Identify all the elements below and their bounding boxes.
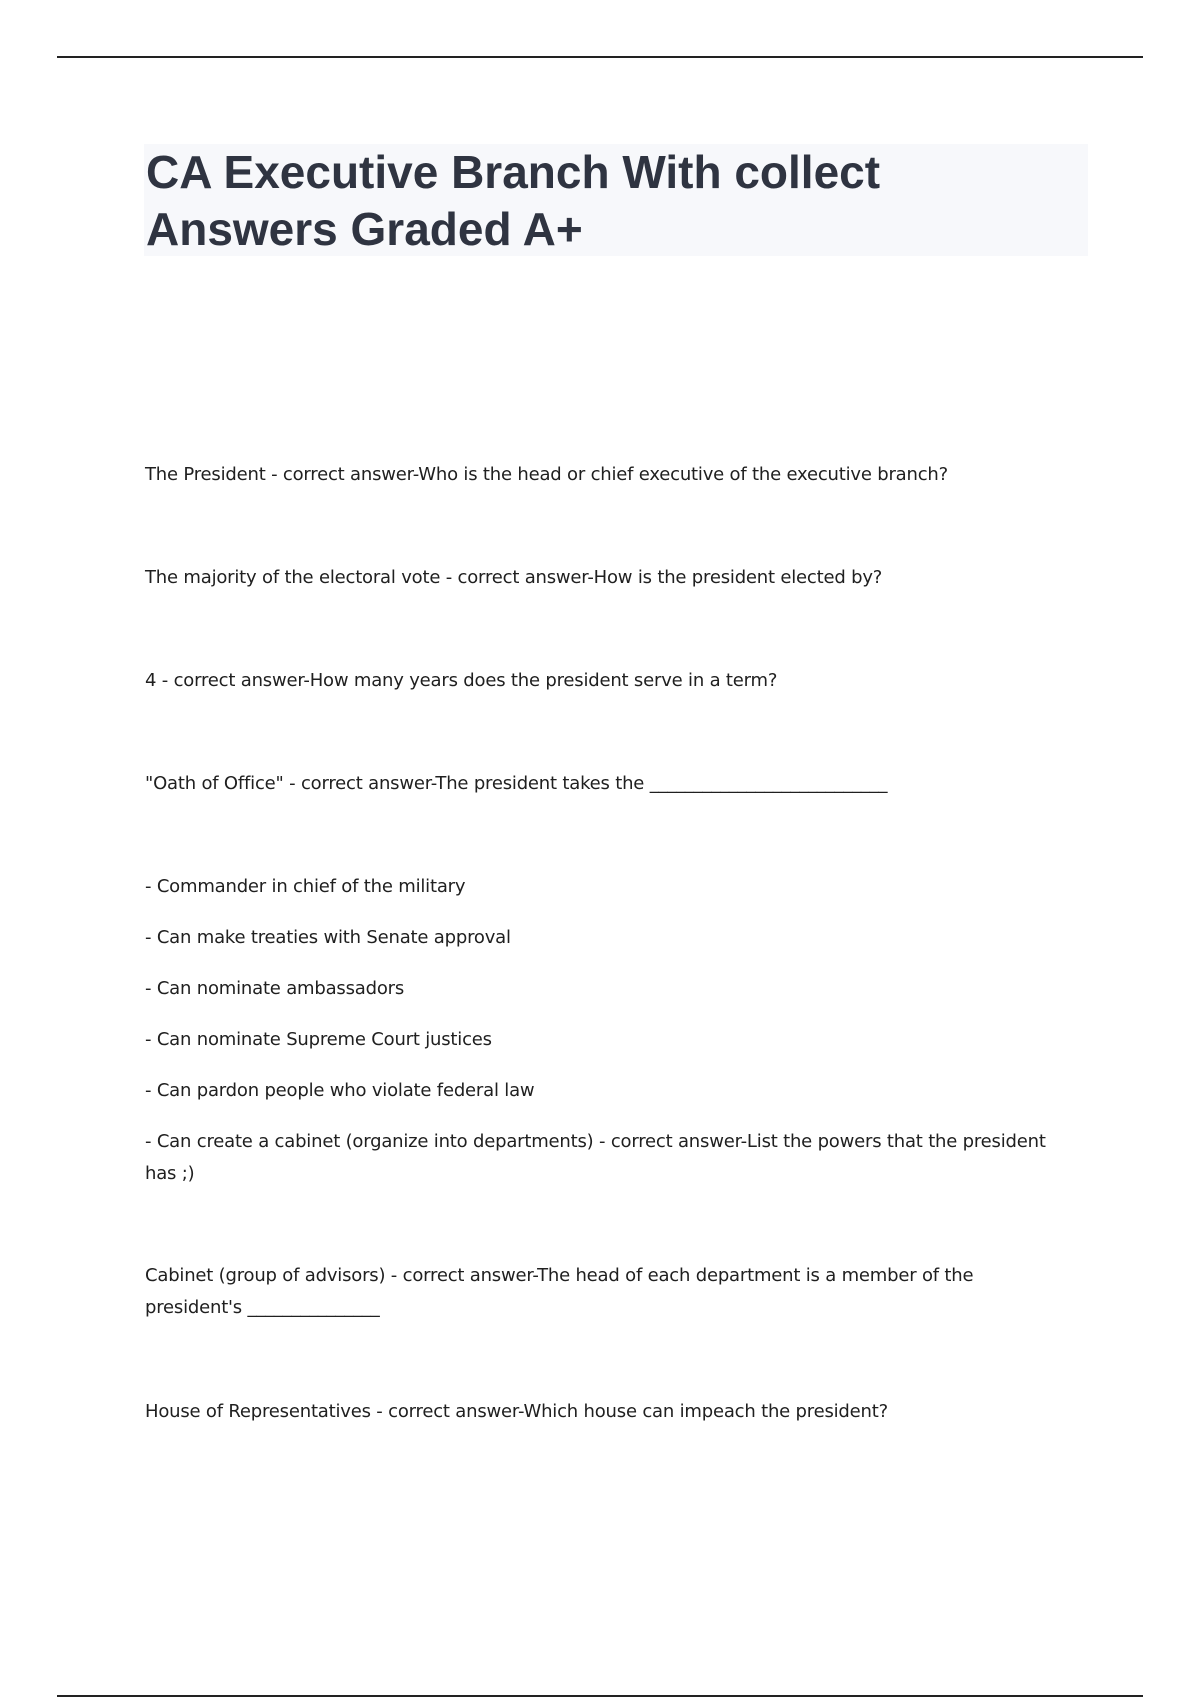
qa-item: The President - correct answer-Who is the head or chief executive of the executive branch?: [145, 464, 948, 485]
footer-rule: [57, 1695, 1143, 1697]
qa-item: 4 - correct answer-How many years does the president serve in a term?: [145, 670, 778, 691]
title-block: [144, 144, 1088, 256]
powers-list-item: - Can pardon people who violate federal law: [145, 1080, 535, 1101]
powers-list-item: - Can nominate Supreme Court justices: [145, 1029, 492, 1050]
document-title: [144, 144, 1088, 258]
qa-item: Cabinet (group of advisors) - correct answer-The head of each department is a member of the president's _______________: [145, 1265, 974, 1318]
powers-list-item: - Commander in chief of the military: [145, 876, 466, 897]
qa-item: House of Representatives - correct answer-Which house can impeach the president?: [145, 1401, 888, 1422]
qa-item: "Oath of Office" - correct answer-The president takes the ___________________________: [145, 773, 888, 794]
powers-list-item: - Can create a cabinet (organize into departments) - correct answer-List the powers that the president has ;): [145, 1131, 1046, 1184]
title-line-1: CA Executive Branch With collect: [146, 146, 881, 198]
qa-item-president-powers: [145, 871, 1075, 1190]
powers-list-item: - Can make treaties with Senate approval: [145, 927, 511, 948]
powers-list-item: - Can nominate ambassadors: [145, 978, 405, 999]
qa-item: The majority of the electoral vote - correct answer-How is the president elected by?: [145, 567, 883, 588]
title-line-2: Answers Graded A+: [146, 203, 583, 255]
header-rule: [57, 56, 1143, 58]
